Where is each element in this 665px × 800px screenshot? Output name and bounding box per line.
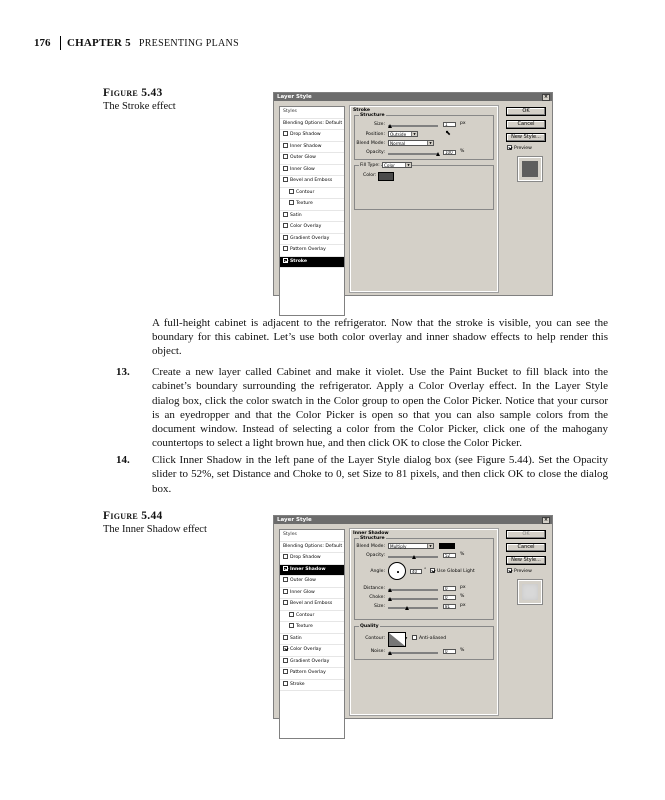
- cancel-button[interactable]: Cancel: [506, 543, 546, 552]
- opacity-slider[interactable]: [388, 153, 438, 155]
- shadow-color-swatch[interactable]: [439, 543, 455, 549]
- blend-mode-select[interactable]: Normal ▼: [388, 140, 434, 146]
- new-style-button[interactable]: New Style...: [506, 133, 546, 142]
- step-text: Create a new layer called Cabinet and make it violet. Use the Paint Bucket to fill black into the cabinet’s boundary surrounding the refrigerator. Apply a Color Overlay effect. In the Layer Style dialog box, click the color swatch in the Color group to open the Color Picker. Notice that your cursor is an eyedropper and that the Color Picker is open so that you can also sample colors from the document window. Instead of selecting a color from the Color Picker, click one of the mahogany countertops to select a light brown hue, and then click OK to close the Color Picker.: [152, 366, 608, 450]
- preview-checkbox[interactable]: Preview: [507, 568, 545, 575]
- group-title: Stroke: [353, 108, 370, 113]
- ok-button[interactable]: OK: [506, 107, 546, 116]
- styles-list-item[interactable]: Texture: [280, 199, 344, 211]
- figure-label: Figure 5.43: [103, 87, 163, 99]
- preview-thumbnail-fill: [522, 584, 538, 600]
- dialog-titlebar: [274, 93, 552, 101]
- chevron-down-icon[interactable]: ▼: [405, 636, 408, 640]
- checkbox-icon[interactable]: [289, 200, 294, 205]
- styles-list-item[interactable]: Drop Shadow: [280, 130, 344, 142]
- dialog-title: Layer Style: [277, 94, 312, 100]
- effect-panel: [350, 106, 498, 292]
- chevron-down-icon: ▼: [411, 132, 417, 136]
- checkbox-icon[interactable]: [283, 600, 288, 605]
- opacity-input[interactable]: 52: [443, 553, 456, 558]
- checkbox-icon[interactable]: [412, 635, 417, 640]
- size-input[interactable]: 81: [443, 604, 456, 609]
- figure-caption-text: The Inner Shadow effect: [103, 524, 207, 535]
- figure-label: Figure 5.44: [103, 510, 163, 522]
- header-divider: [60, 36, 61, 50]
- styles-list-item[interactable]: Satin: [280, 211, 344, 223]
- blend-mode-label: Blend Mode:: [356, 544, 385, 549]
- cursor-icon: ⬉: [445, 129, 451, 137]
- checkbox-icon[interactable]: [289, 612, 294, 617]
- styles-list-item[interactable]: Texture: [280, 622, 344, 634]
- quality-group: [354, 626, 494, 660]
- size-unit: px: [460, 603, 466, 608]
- slider-knob-icon[interactable]: [388, 651, 392, 655]
- distance-input[interactable]: 0: [443, 586, 456, 591]
- ok-button[interactable]: OK: [506, 530, 546, 539]
- styles-list-item[interactable]: Gradient Overlay: [280, 234, 344, 246]
- step-text: Click Inner Shadow in the left pane of the Layer Style dialog box (see Figure 5.44). Set the Opacity slider to 52%, set Distance and Choke to 0, set Size to 81 pixels, and then click OK to close the dialog box.: [152, 454, 608, 495]
- distance-unit: px: [460, 585, 466, 590]
- checkbox-icon[interactable]: [289, 623, 294, 628]
- chevron-down-icon: ▼: [427, 141, 433, 145]
- styles-list-item[interactable]: Contour: [280, 611, 344, 623]
- checkbox-icon[interactable]: [283, 154, 288, 159]
- checkbox-icon[interactable]: [283, 143, 288, 148]
- cancel-button[interactable]: Cancel: [506, 120, 546, 129]
- styles-list-item[interactable]: Outer Glow: [280, 153, 344, 165]
- preview-thumbnail: [518, 580, 542, 604]
- checkbox-icon[interactable]: [283, 669, 288, 674]
- slider-knob-icon[interactable]: [436, 152, 440, 156]
- distance-label: Distance:: [363, 586, 385, 591]
- close-icon[interactable]: ×: [543, 517, 549, 523]
- chevron-down-icon: ▼: [405, 163, 411, 167]
- styles-list-item[interactable]: Inner Shadow: [280, 142, 344, 154]
- new-style-button[interactable]: New Style...: [506, 556, 546, 565]
- styles-list-item[interactable]: Inner Glow: [280, 165, 344, 177]
- styles-list-item[interactable]: Styles: [280, 107, 344, 119]
- checkbox-icon[interactable]: [283, 212, 288, 217]
- opacity-slider[interactable]: [388, 556, 438, 558]
- styles-list-item[interactable]: Bevel and Emboss: [280, 176, 344, 188]
- size-label: Size:: [374, 122, 385, 127]
- blend-mode-select[interactable]: Multiply ▼: [388, 543, 434, 549]
- position-label: Position:: [365, 132, 385, 137]
- noise-unit: %: [460, 648, 465, 653]
- size-unit: px: [460, 121, 466, 126]
- checkbox-icon[interactable]: [283, 223, 288, 228]
- structure-title: Structure: [360, 536, 385, 541]
- checkbox-icon[interactable]: [283, 566, 288, 571]
- angle-unit: °: [424, 568, 427, 573]
- effect-panel: [350, 529, 498, 715]
- structure-group: [354, 115, 494, 160]
- checkbox-icon[interactable]: [283, 577, 288, 582]
- blend-mode-label: Blend Mode:: [356, 141, 385, 146]
- styles-list-item[interactable]: Color Overlay: [280, 222, 344, 234]
- structure-group: [354, 538, 494, 620]
- step-14: [116, 453, 608, 496]
- size-label: Size:: [374, 604, 385, 609]
- fill-group: [354, 165, 494, 210]
- size-slider[interactable]: [388, 607, 438, 609]
- choke-unit: %: [460, 594, 465, 599]
- dialog-title: Layer Style: [277, 517, 312, 523]
- filltype-select[interactable]: Color ▼: [382, 162, 412, 168]
- position-select[interactable]: Outside ▼: [388, 131, 418, 137]
- slider-knob-icon[interactable]: [388, 597, 392, 601]
- checkbox-icon[interactable]: [283, 658, 288, 663]
- contour-label: Contour:: [365, 636, 385, 641]
- opacity-input[interactable]: 100: [443, 150, 456, 155]
- noise-slider[interactable]: [388, 652, 438, 654]
- checkbox-icon[interactable]: [283, 177, 288, 182]
- choke-label: Choke:: [369, 595, 385, 600]
- checkbox-icon[interactable]: [283, 646, 288, 651]
- step-number: 13.: [116, 366, 130, 378]
- step-13: [116, 365, 608, 451]
- styles-list: [279, 106, 345, 316]
- checkbox-icon[interactable]: [283, 589, 288, 594]
- preview-checkbox[interactable]: Preview: [507, 145, 545, 152]
- checkbox-icon[interactable]: [283, 246, 288, 251]
- size-slider[interactable]: [388, 125, 438, 127]
- checkbox-icon[interactable]: [283, 554, 288, 559]
- styles-list-item[interactable]: Bevel and Emboss: [280, 599, 344, 611]
- styles-list-item[interactable]: Satin: [280, 634, 344, 646]
- styles-list-item-selected[interactable]: Stroke: [280, 257, 344, 269]
- styles-list-item[interactable]: Drop Shadow: [280, 553, 344, 565]
- contour-curve-icon: [389, 633, 408, 646]
- styles-list-item[interactable]: Inner Glow: [280, 588, 344, 600]
- noise-label: Noise:: [370, 649, 385, 654]
- styles-list-item[interactable]: Outer Glow: [280, 576, 344, 588]
- distance-slider[interactable]: [388, 589, 438, 591]
- styles-list-item[interactable]: Styles: [280, 530, 344, 542]
- global-light-checkbox[interactable]: Use Global Light: [430, 568, 475, 575]
- choke-slider[interactable]: [388, 598, 438, 600]
- styles-list-item[interactable]: Color Overlay: [280, 645, 344, 657]
- layer-style-dialog-stroke: [273, 92, 553, 296]
- size-input[interactable]: 1: [443, 122, 456, 127]
- checkbox-icon[interactable]: [283, 166, 288, 171]
- color-swatch[interactable]: [378, 172, 394, 181]
- styles-list-item[interactable]: Stroke: [280, 680, 344, 692]
- preview-thumbnail: [518, 157, 542, 181]
- color-label: Color:: [363, 173, 377, 178]
- structure-title: Structure: [360, 113, 385, 118]
- figure-caption-5-43: [103, 87, 263, 113]
- chapter-title: PRESENTING PLANS: [138, 37, 239, 49]
- preview-thumbnail-fill: [522, 161, 538, 177]
- step-number: 14.: [116, 454, 130, 466]
- checkbox-icon[interactable]: [430, 568, 435, 573]
- opacity-unit: %: [460, 552, 465, 557]
- checkbox-icon[interactable]: [507, 145, 512, 150]
- noise-input[interactable]: 0: [443, 649, 456, 654]
- contour-picker[interactable]: [388, 632, 406, 647]
- checkbox-icon[interactable]: [283, 681, 288, 686]
- chapter-label: CHAPTER 5: [67, 37, 131, 49]
- filltype-label: Fill Type:: [360, 163, 380, 168]
- styles-list: [279, 529, 345, 739]
- quality-title: Quality: [360, 624, 379, 629]
- body-paragraph: A full-height cabinet is adjacent to the refrigerator. Now that the stroke is visible, you can see the boundary for this cabinet. Let’s use both color overlay and inner shadow effects to help render this object.: [152, 317, 608, 357]
- opacity-unit: %: [460, 149, 465, 154]
- antialiased-checkbox[interactable]: Anti-aliased: [412, 635, 446, 642]
- styles-list-item[interactable]: Pattern Overlay: [280, 668, 344, 680]
- figure-caption-text: The Stroke effect: [103, 101, 176, 112]
- slider-knob-icon[interactable]: [405, 606, 409, 610]
- group-title: Inner Shadow: [353, 531, 389, 536]
- chevron-down-icon: ▼: [427, 544, 433, 548]
- checkbox-icon[interactable]: [283, 258, 288, 263]
- styles-list-item[interactable]: Blending Options: Default: [280, 119, 344, 131]
- styles-list-item[interactable]: Blending Options: Default: [280, 542, 344, 554]
- angle-input[interactable]: 40: [410, 569, 422, 574]
- angle-label: Angle:: [370, 569, 385, 574]
- slider-knob-icon[interactable]: [412, 555, 416, 559]
- page-number: 176: [34, 37, 51, 49]
- opacity-label: Opacity:: [366, 553, 385, 558]
- opacity-label: Opacity:: [366, 150, 385, 155]
- slider-knob-icon[interactable]: [388, 124, 392, 128]
- styles-list-item[interactable]: Contour: [280, 188, 344, 200]
- styles-list-item[interactable]: Gradient Overlay: [280, 657, 344, 669]
- checkbox-icon[interactable]: [507, 568, 512, 573]
- figure-caption-5-44: [103, 510, 263, 536]
- choke-input[interactable]: 0: [443, 595, 456, 600]
- checkbox-icon[interactable]: [283, 635, 288, 640]
- styles-list-item-selected[interactable]: Inner Shadow: [280, 565, 344, 577]
- dialog-titlebar: [274, 516, 552, 524]
- slider-knob-icon[interactable]: [388, 588, 392, 592]
- checkbox-icon[interactable]: [283, 131, 288, 136]
- layer-style-dialog-inner-shadow: [273, 515, 553, 719]
- angle-dial-icon[interactable]: [388, 562, 406, 580]
- checkbox-icon[interactable]: [283, 235, 288, 240]
- styles-list-item[interactable]: Pattern Overlay: [280, 245, 344, 257]
- close-icon[interactable]: ×: [543, 94, 549, 100]
- running-header: [34, 36, 239, 50]
- checkbox-icon[interactable]: [289, 189, 294, 194]
